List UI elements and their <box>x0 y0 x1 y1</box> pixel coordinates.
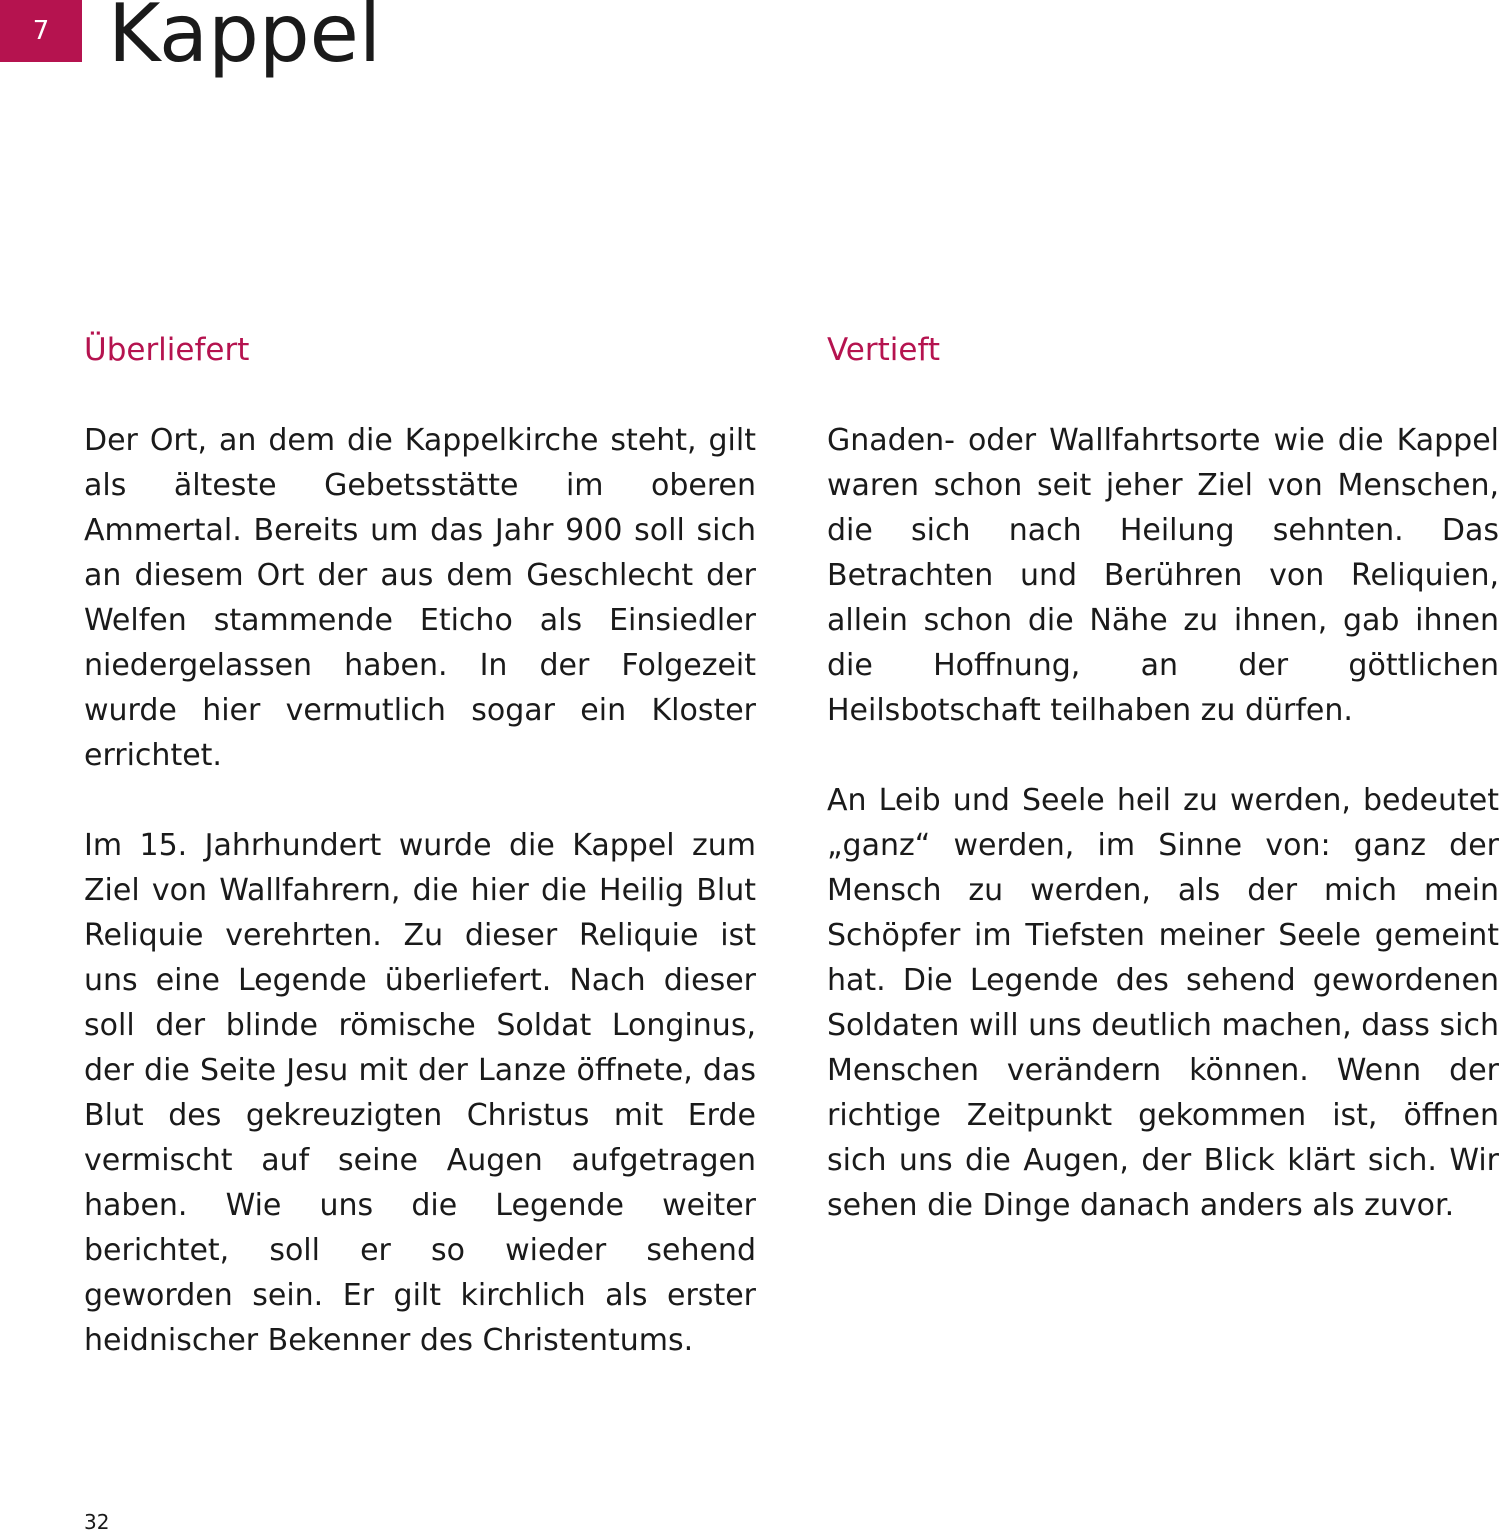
right-paragraph-1: Gnaden- oder Wallfahrtsorte wie die Kappel waren schon seit jeher Ziel von Menschen, die sich nach Heilung sehnten. Das Betrachten und Berühren von Reliquien, allein schon die Nähe zu ihnen, gab ihnen die Hoffnung, an der göttlichen Heilsbotschaft teilhaben zu dürfen. <box>827 423 1499 728</box>
right-column <box>827 328 1499 1273</box>
chapter-number-badge: 7 <box>0 0 82 62</box>
chapter-title: Kappel <box>108 0 382 80</box>
page-number: 32 <box>84 1510 110 1534</box>
left-paragraph-1: Der Ort, an dem die Kappelkirche steht, gilt als älteste Gebetsstätte im oberen Ammertal. Bereits um das Jahr 900 soll sich an diesem Ort der aus dem Geschlecht der Welfen stammende Eticho als Einsiedler niedergelassen haben. In der Folgezeit wurde hier vermutlich sogar ein Kloster errichtet. <box>84 423 756 773</box>
right-column-heading: Vertieft <box>827 332 940 368</box>
left-column <box>84 328 756 1408</box>
right-paragraph-2: An Leib und Seele heil zu werden, bedeutet „ganz“ werden, im Sinne von: ganz der Mensch zu werden, als der mich mein Schöpfer im Tiefsten meiner Seele gemeint hat. Die Legende des sehend gewordenen Soldaten will uns deutlich machen, dass sich Menschen verändern können. Wenn der richtige Zeitpunkt gekommen ist, öffnen sich uns die Augen, der Blick klärt sich. Wir sehen die Dinge danach anders als zuvor. <box>827 783 1499 1223</box>
left-column-heading: Überliefert <box>84 332 250 368</box>
left-paragraph-2: Im 15. Jahrhundert wurde die Kappel zum Ziel von Wallfahrern, die hier die Heilig Blut Reliquie verehrten. Zu dieser Reliquie ist uns eine Legende überliefert. Nach dieser soll der blinde römische Soldat Longinus, der die Seite Jesu mit der Lanze öffnete, das Blut des gekreuzigten Christus mit Erde vermischt auf seine Augen aufgetragen haben. Wie uns die Legende weiter berichtet, soll er so wieder sehend geworden sein. Er gilt kirchlich als erster heidnischer Bekenner des Christentums. <box>84 828 756 1358</box>
